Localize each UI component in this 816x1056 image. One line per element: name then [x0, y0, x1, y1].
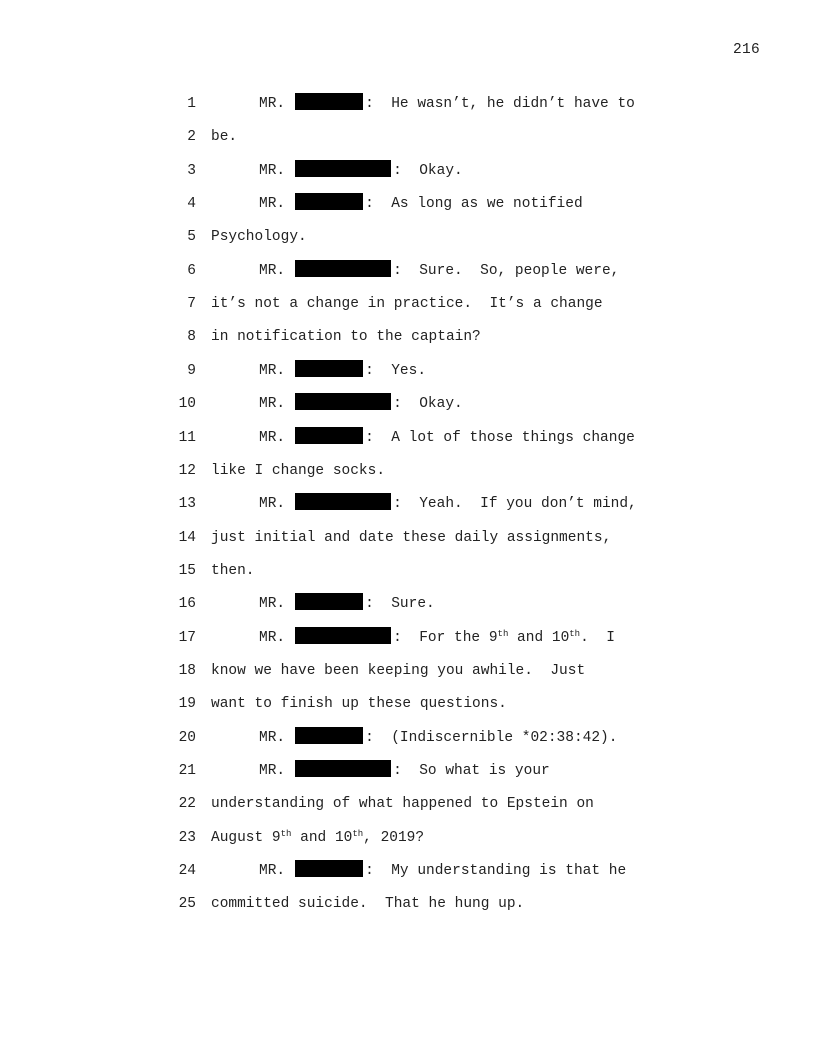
- line-content: [211, 893, 524, 915]
- transcript-line: [0, 860, 816, 882]
- line-number: 21: [178, 763, 196, 779]
- redaction-box: [295, 93, 363, 110]
- speaker-title: MR.: [259, 362, 286, 379]
- transcript-line: [0, 326, 816, 348]
- transcript-line: [0, 293, 816, 315]
- transcript-line: [0, 593, 816, 615]
- speaker-title: MR.: [259, 262, 286, 279]
- line-content: [259, 93, 635, 115]
- ordinal-suffix: th: [497, 628, 509, 639]
- line-content: [211, 660, 585, 682]
- speech-text: (Indiscernible *02:38:42).: [391, 729, 618, 746]
- transcript-line: [0, 360, 816, 382]
- speaker-title: MR.: [259, 729, 286, 746]
- speech-fragment: and 10: [291, 829, 353, 846]
- speaker-title: MR.: [259, 496, 286, 513]
- redaction-box: [295, 493, 391, 510]
- transcript-line: [0, 226, 816, 248]
- speaker-title: MR.: [259, 96, 286, 112]
- page-number: 216: [733, 42, 761, 58]
- speaker-colon: :: [393, 262, 402, 279]
- speaker-title: MR.: [259, 196, 286, 213]
- redaction-box: [295, 727, 363, 744]
- line-content: [259, 860, 626, 882]
- line-number: 7: [187, 296, 196, 313]
- transcript-line: [0, 693, 816, 715]
- speech-text: So what is your: [419, 763, 550, 779]
- redaction-box: [295, 393, 391, 410]
- speaker-title: MR.: [259, 596, 286, 613]
- speech-fragment: August 9: [211, 829, 281, 846]
- transcript-line: [0, 493, 816, 515]
- line-content: [259, 193, 583, 215]
- transcript-line: [0, 93, 816, 115]
- line-number: 10: [178, 396, 196, 413]
- speech-text: Psychology.: [211, 229, 307, 246]
- speaker-colon: :: [393, 629, 402, 646]
- speaker-title: MR.: [259, 396, 286, 413]
- transcript-line: [0, 660, 816, 682]
- redaction-box: [295, 427, 363, 444]
- speaker-colon: :: [365, 863, 374, 880]
- transcript-line: [0, 893, 816, 915]
- line-number: 13: [178, 496, 196, 513]
- line-content: [259, 393, 463, 415]
- speaker-colon: :: [393, 162, 402, 179]
- line-content: [259, 760, 550, 782]
- redaction-box: [295, 860, 363, 877]
- speech-fragment: and 10: [508, 629, 570, 646]
- line-number: 8: [187, 329, 196, 346]
- line-content: [211, 226, 307, 248]
- redaction-box: [295, 360, 363, 377]
- transcript-line: [0, 427, 816, 449]
- speech-text: Okay.: [419, 162, 463, 179]
- line-number: 20: [178, 729, 196, 746]
- line-number: 14: [178, 529, 196, 546]
- redaction-box: [295, 193, 363, 210]
- redaction-box: [295, 593, 363, 610]
- line-number: 1: [187, 96, 196, 112]
- speech-text: He wasn’t, he didn’t have to: [391, 96, 635, 112]
- line-content: [211, 527, 611, 549]
- speaker-title: MR.: [259, 763, 286, 779]
- speaker-colon: :: [365, 429, 374, 446]
- redaction-box: [295, 260, 391, 277]
- line-content: [211, 293, 603, 315]
- speaker-title: MR.: [259, 162, 286, 179]
- speech-text: A lot of those things change: [391, 429, 635, 446]
- line-content: [259, 727, 617, 749]
- line-content: [211, 126, 237, 148]
- speaker-title: MR.: [259, 429, 286, 446]
- speech-text: want to finish up these questions.: [211, 696, 507, 713]
- line-content: [259, 160, 463, 182]
- speech-text: As long as we notified: [391, 196, 583, 213]
- speech-text: Sure. So, people were,: [419, 262, 620, 279]
- line-number: 24: [178, 863, 196, 880]
- speech-text: committed suicide. That he hung up.: [211, 896, 525, 913]
- line-content: [211, 326, 481, 348]
- speech-text: then.: [211, 562, 255, 579]
- transcript-line: [0, 793, 816, 815]
- transcript-line: [0, 193, 816, 215]
- line-content: [259, 593, 435, 615]
- redaction-box: [295, 160, 391, 177]
- ordinal-suffix: th: [569, 628, 581, 639]
- speaker-colon: :: [365, 362, 374, 379]
- speech-text: Yes.: [391, 362, 427, 379]
- line-number: 22: [178, 796, 196, 813]
- line-number: 9: [187, 362, 196, 379]
- speaker-colon: :: [393, 763, 402, 779]
- speech-text: be.: [211, 129, 238, 146]
- speech-text: [211, 827, 424, 849]
- line-number: 15: [178, 562, 196, 579]
- transcript-line: [0, 727, 816, 749]
- transcript-line: [0, 160, 816, 182]
- transcript-line: [0, 260, 816, 282]
- speaker-colon: :: [393, 396, 402, 413]
- speech-fragment: For the 9: [419, 629, 498, 646]
- line-content: [259, 360, 426, 382]
- speech-text: it’s not a change in practice. It’s a change: [211, 296, 603, 313]
- speech-fragment: . I: [580, 629, 615, 646]
- speech-text: understanding of what happened to Epstein on: [211, 796, 594, 813]
- line-content: [259, 260, 619, 282]
- transcript-line: [0, 760, 816, 782]
- line-content: [211, 793, 594, 815]
- line-content: [259, 427, 635, 449]
- redaction-box: [295, 760, 391, 777]
- line-number: 11: [178, 429, 196, 446]
- line-content: [211, 560, 255, 582]
- line-number: 16: [178, 596, 196, 613]
- line-number: 6: [187, 262, 196, 279]
- ordinal-suffix: th: [280, 828, 292, 839]
- line-number: 25: [178, 896, 196, 913]
- ordinal-suffix: th: [352, 828, 364, 839]
- speech-text: know we have been keeping you awhile. Just: [211, 662, 586, 679]
- line-number: 12: [178, 462, 196, 479]
- line-number: 3: [187, 162, 196, 179]
- line-number: 4: [187, 196, 196, 213]
- line-number: 2: [187, 129, 196, 146]
- speaker-colon: :: [365, 596, 374, 613]
- speech-text: like I change socks.: [211, 462, 386, 479]
- transcript-line: [0, 560, 816, 582]
- speaker-colon: :: [365, 196, 374, 213]
- transcript-line: [0, 527, 816, 549]
- transcript-line: [0, 460, 816, 482]
- speaker-title: MR.: [259, 863, 286, 880]
- line-content: [211, 827, 424, 849]
- speech-text: Sure.: [391, 596, 435, 613]
- line-number: 5: [187, 229, 196, 246]
- speech-text: Yeah. If you don’t mind,: [419, 496, 637, 513]
- speech-text: just initial and date these daily assignments,: [211, 529, 612, 546]
- line-number: 18: [178, 662, 196, 679]
- speaker-colon: :: [365, 729, 374, 746]
- redaction-box: [295, 627, 391, 644]
- line-content: [259, 493, 637, 515]
- speech-text: in notification to the captain?: [211, 329, 481, 346]
- line-content: [259, 627, 615, 649]
- speaker-colon: :: [393, 496, 402, 513]
- transcript-line: [0, 126, 816, 148]
- transcript-line: [0, 627, 816, 649]
- line-number: 19: [178, 696, 196, 713]
- line-content: [211, 693, 507, 715]
- speech-text: My understanding is that he: [391, 863, 627, 880]
- line-number: 17: [178, 629, 196, 646]
- speech-text: [419, 627, 615, 649]
- speaker-colon: :: [365, 96, 374, 112]
- line-number: 23: [178, 829, 196, 846]
- speech-text: Okay.: [419, 396, 463, 413]
- transcript-line: [0, 827, 816, 849]
- speaker-title: MR.: [259, 629, 286, 646]
- transcript-line: [0, 393, 816, 415]
- speech-fragment: , 2019?: [363, 829, 425, 846]
- line-content: [211, 460, 385, 482]
